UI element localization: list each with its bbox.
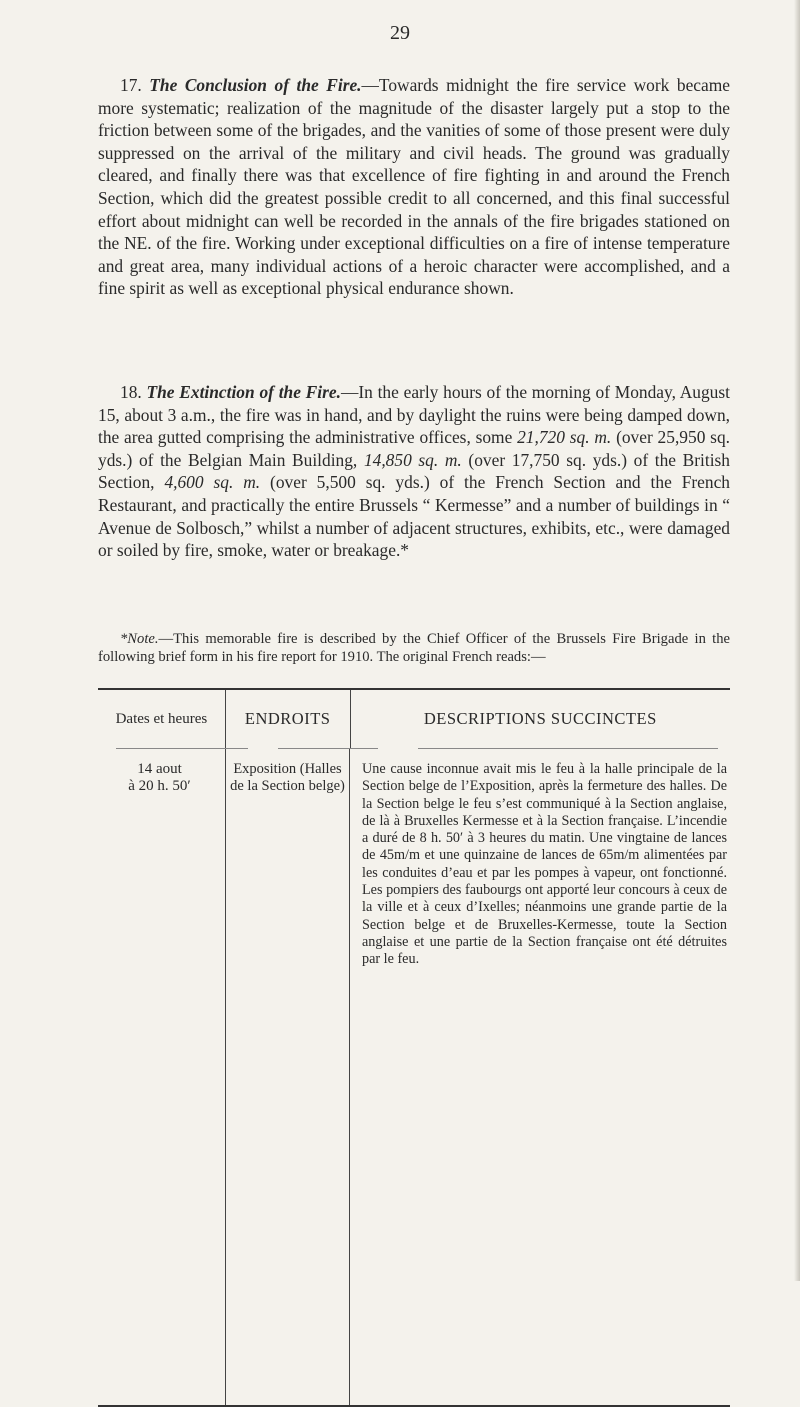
section-18-text-a: —In the early hours of the morning of Monday, August 15, about 3 a.m., the fire was in hand, and by daylight the ruins were being damped down, the area gutted comprising the administrative offices, some — [98, 382, 730, 448]
area-british: 14,850 sq. m. — [363, 449, 462, 470]
page-edge-shadow — [794, 0, 800, 1281]
fire-report-table — [98, 688, 730, 1407]
section-17-title: The Conclusion of the Fire. — [149, 75, 362, 95]
section-18-text-c: (over 17,750 sq. yds.) of the British Section, — [98, 449, 731, 493]
page-number: 29 — [390, 22, 410, 44]
table-row — [98, 749, 730, 1405]
area-belgian: 21,720 sq. m. — [517, 427, 612, 448]
section-18-text-d: (over 5,500 sq. yds.) of the French Section and the French Restaurant, and practically the entire Brussels “ Kermesse” and a number of buildings in “ Avenue de Solbosch,” whilst a number of adjacent structures, exhibits, etc., were damaged or soiled by fire, smoke, water or breakage.* — [98, 472, 730, 561]
area-french: 4,600 sq. m. — [164, 472, 261, 493]
footnote-text: —This memorable fire is described by the Chief Officer of the Brussels Fire Brigade in the following brief form in his fire report for 1910. The original French reads:— — [98, 631, 730, 666]
section-18-title: The Extinction of the Fire. — [146, 382, 341, 402]
row-date-day: 14 aout — [137, 761, 182, 777]
table-header-row — [98, 690, 730, 748]
section-18-text-b: (over 25,950 sq. yds.) of the Belgian Main Building, — [98, 427, 730, 470]
section-18-number: 18. — [120, 382, 142, 402]
section-17-paragraph — [98, 74, 730, 300]
footnote-label: *Note. — [120, 631, 159, 647]
header-places: ENDROITS — [225, 690, 350, 748]
section-17-text: —Towards midnight the fire service work became more systematic; realization of the magnitude of the disaster largely put a stop to the friction between some of the brigades, and the vanities of some of those present were duly suppressed on the arrival of the military and civil heads. The ground was gradually cleared, and finally there was that excellence of fire fighting in and around the French Section, which did the greatest possible credit to all concerned, and this final successful effort about midnight can well be recorded in the annals of the fire brigades stationed on the NE. of the fire. Working under exceptional difficulties on a fire of intense temperature and great area, many individual actions of a heroic character were accomplished, and a fine spirit as well as exceptional physical endurance shown. — [98, 75, 730, 299]
row-place: Exposition (Halles de la Section belge) — [225, 749, 349, 1405]
header-dates: Dates et heures — [115, 710, 208, 727]
section-17-number: 17. — [120, 75, 142, 95]
section-18-paragraph — [98, 381, 730, 562]
row-date-time: à 20 h. 50′ — [128, 778, 191, 794]
footnote — [98, 630, 730, 666]
header-descriptions: DESCRIPTIONS SUCCINCTES — [350, 690, 730, 748]
row-date — [98, 749, 225, 1405]
row-description: Une cause inconnue avait mis le feu à la halle principale de la Section belge de l’Exposition, après la fermeture des halles. De la Section belge le feu s’est communiqué à la Section anglaise, de là à Bruxelles Kermesse et à la Section française. L’incendie a duré de 8 h. 50′ à 3 heures du matin. Une vingtaine de lances de 45m/m et une quinzaine de lances de 65m/m alimentées par les conduites d’eau et par les pompes à vapeur, ont fonctionné. Les pompiers des faubourgs ont apporté leur concours à ceux de la ville et à ceux d’Ixelles; néanmoins une grande partie de la Section belge et de Bruxelles-Kermesse, toute la Section anglaise et une partie de la Section française ont été détruites par le feu. — [349, 749, 729, 1405]
